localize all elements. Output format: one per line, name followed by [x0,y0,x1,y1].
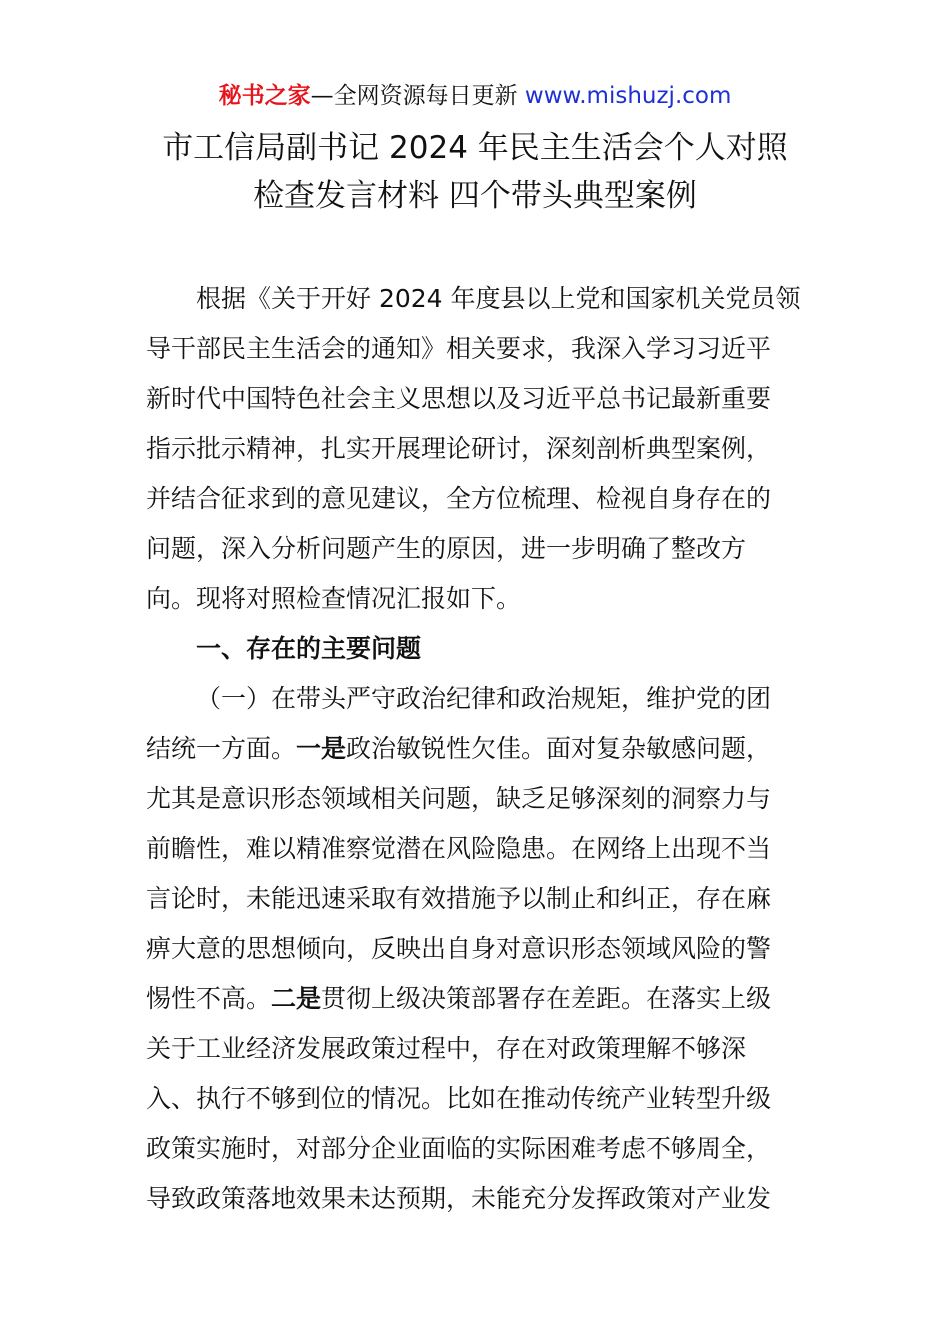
paragraph-line [146,732,771,766]
site-brand: 秘书之家 [218,83,311,109]
emphasis-text: 二是 [271,984,322,1013]
site-banner [0,80,950,112]
intro-line: 问题，深入分析问题产生的原因，进一步明确了整改方 [146,534,747,563]
paragraph-line: （一）在带头严守政治纪律和政治规矩，维护党的团 [196,684,772,713]
paragraph-text: 贯彻上级决策部署存在差距。在落实上级 [321,984,772,1013]
paragraph-line: 关于工业经济发展政策过程中，存在对政策理解不够深 [146,1034,747,1063]
paragraph-line: 导致政策落地效果未达预期，未能充分发挥政策对产业发 [146,1184,772,1213]
site-url[interactable]: www.mishuzj.com [524,83,732,109]
paragraph-text: 政治敏锐性欠佳。面对复杂敏感问题， [346,734,772,763]
paragraph-line [146,982,771,1016]
document-title-line-2: 检查发言材料 四个带头典型案例 [253,178,697,214]
site-tagline: —全网资源每日更新 [310,83,518,109]
intro-line: 根据《关于开好 2024 年度县以上党和国家机关党员领 [196,284,801,313]
paragraph-line: 痹大意的思想倾向，反映出自身对意识形态领域风险的警 [146,934,772,963]
intro-line: 并结合征求到的意见建议，全方位梳理、检视自身存在的 [146,484,772,513]
section-heading: 一、存在的主要问题 [196,634,422,663]
paragraph-line: 尤其是意识形态领域相关问题，缺乏足够深刻的洞察力与 [146,784,772,813]
intro-line: 导干部民主生活会的通知》相关要求，我深入学习习近平 [146,334,772,363]
paragraph-line: 入、执行不够到位的情况。比如在推动传统产业转型升级 [146,1084,772,1113]
paragraph-line: 言论时，未能迅速采取有效措施予以制止和纠正，存在麻 [146,884,772,913]
intro-line: 向。现将对照检查情况汇报如下。 [146,584,522,613]
paragraph-line: 政策实施时，对部分企业面临的实际困难考虑不够周全， [146,1134,772,1163]
paragraph-line: 前瞻性，难以精准察觉潜在风险隐患。在网络上出现不当 [146,834,772,863]
intro-line: 新时代中国特色社会主义思想以及习近平总书记最新重要 [146,384,772,413]
paragraph-text: 惕性不高。 [146,984,272,1013]
paragraph-text: 结统一方面。 [146,734,297,763]
document-title-line-1: 市工信局副书记 2024 年民主生活会个人对照 [162,130,788,166]
emphasis-text: 一是 [296,734,347,763]
intro-line: 指示批示精神，扎实开展理论研讨，深刻剖析典型案例， [146,434,772,463]
